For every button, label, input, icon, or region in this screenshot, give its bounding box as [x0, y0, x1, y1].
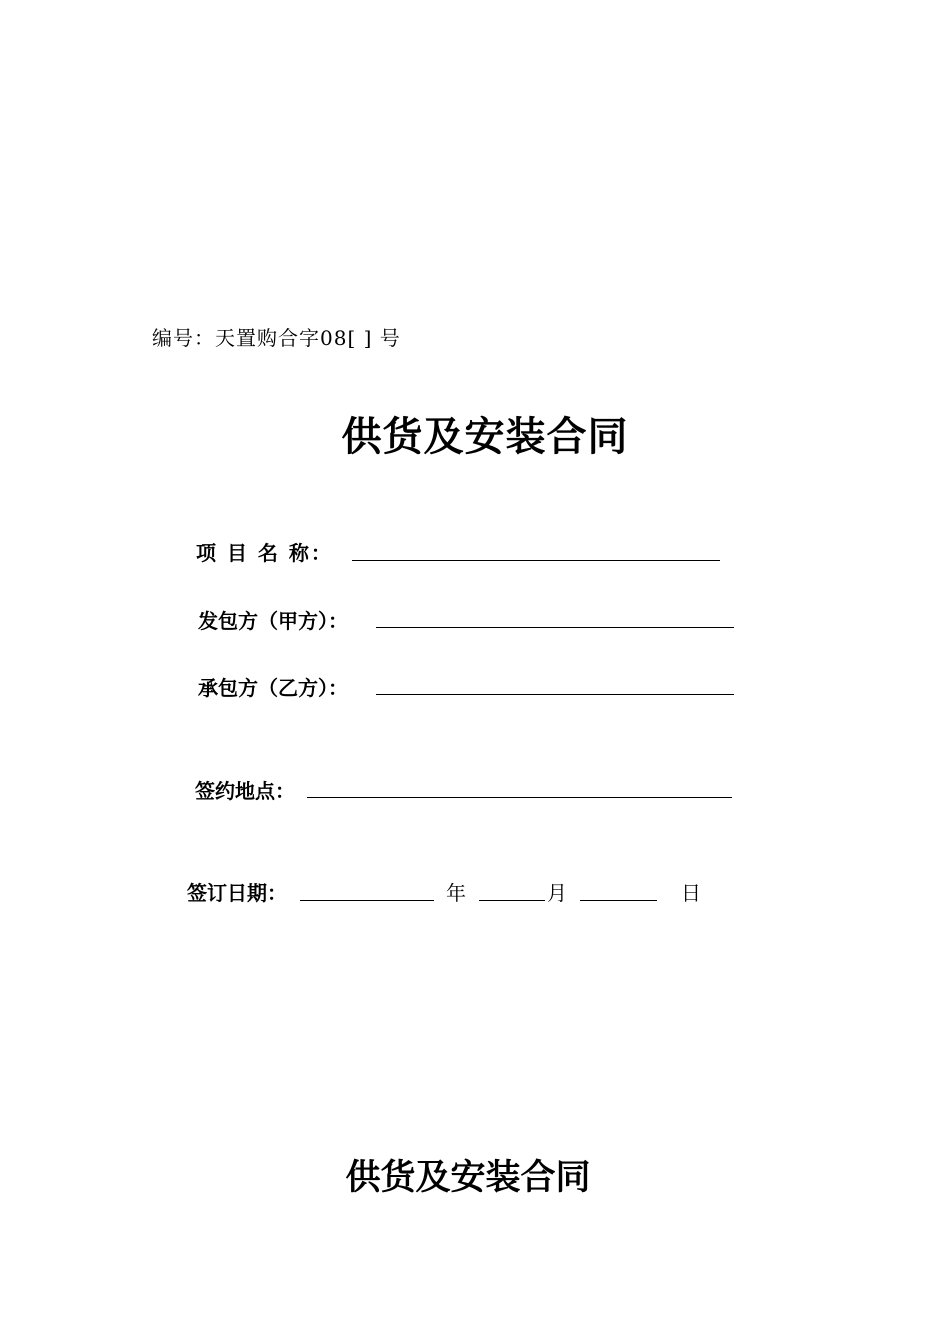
- party-a-blank[interactable]: [376, 627, 734, 628]
- date-day-blank[interactable]: [580, 900, 657, 901]
- party-b-blank[interactable]: [376, 694, 734, 695]
- date-month-blank[interactable]: [479, 900, 545, 901]
- signing-place-label: 签约地点：: [195, 779, 295, 803]
- party-b-label: 承包方（乙方）：: [198, 676, 348, 700]
- project-name-blank[interactable]: [352, 560, 720, 561]
- signing-place-blank[interactable]: [307, 797, 732, 798]
- date-year-unit: 年: [446, 881, 466, 905]
- date-day-unit: 日: [681, 881, 701, 905]
- date-year-blank[interactable]: [300, 900, 434, 901]
- contract-number: 编号：天置购合字08[ ] 号: [152, 326, 401, 350]
- project-name-label: 项 目 名 称：: [196, 541, 333, 565]
- page-title: 供货及安装合同: [341, 414, 629, 460]
- signing-date-label: 签订日期：: [187, 881, 287, 905]
- second-title: 供货及安装合同: [345, 1158, 591, 1198]
- date-month-unit: 月: [547, 881, 567, 905]
- party-a-label: 发包方（甲方）：: [198, 609, 348, 633]
